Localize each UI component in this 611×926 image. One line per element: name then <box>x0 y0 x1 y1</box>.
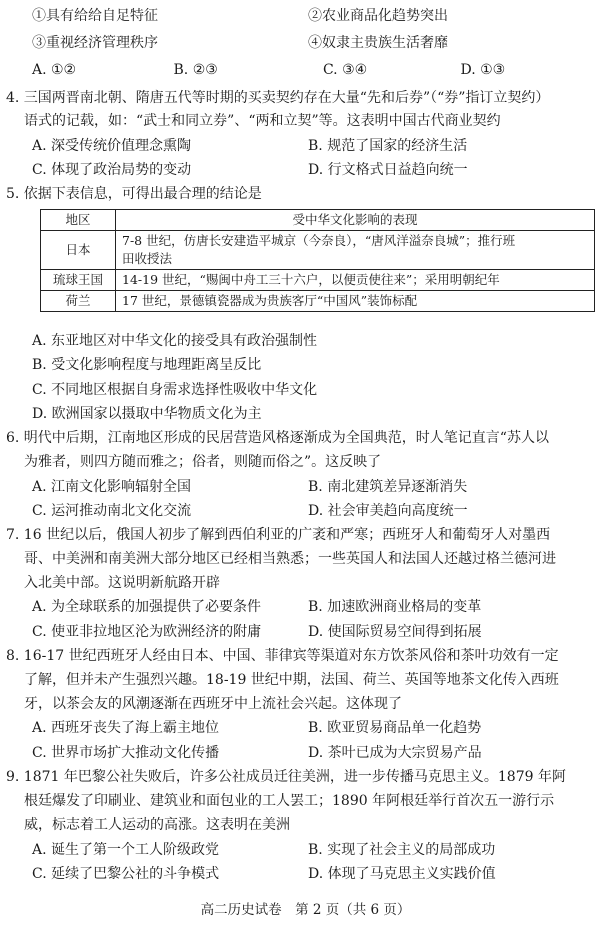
table-cell-region: 荷兰 <box>41 291 116 312</box>
q5-stem: 5. 依据下表信息，可得出最合理的结论是 <box>6 186 262 202</box>
table-row <box>41 291 595 312</box>
q4-stem-line2: 语式的记载，如：“武士和同立券”、“两和立契”等。这表明中国古代商业契约 <box>24 113 501 129</box>
q7-stem-line3: 入北美中部。这说明新航路开辟 <box>24 575 220 591</box>
table-cell-text <box>116 231 595 270</box>
q5-table <box>40 209 595 312</box>
q8-choice-c: C. 世界市场扩大推动文化传播 <box>32 745 220 761</box>
q7-stem-line2: 哥、中美洲和南美洲大部分地区已经相当熟悉；一些英国人和法国人还越过格兰德河进 <box>24 551 556 567</box>
q3-choice-a: A. ①② <box>32 62 77 78</box>
q7-stem-line1: 7. 16 世纪以后，俄国人初步了解到西伯利亚的广袤和严寒；西班牙人和葡萄牙人对墨西 <box>6 527 551 543</box>
table-header-influence: 受中华文化影响的表现 <box>116 210 595 231</box>
q7-choice-d: D. 使国际贸易空间得到拓展 <box>308 624 482 640</box>
q6-stem-line2: 为雅者，则四方随而雅之；俗者，则随而俗之”。这反映了 <box>24 454 382 470</box>
table-cell-line: 7-8 世纪，仿唐长安建造平城京（今奈良），“唐风洋溢奈良城”；推行班 <box>122 233 516 248</box>
q8-choice-a: A. 西班牙丧失了海上霸主地位 <box>32 720 220 736</box>
q3-choice-c: C. ③④ <box>322 62 368 78</box>
q4-choice-a: A. 深受传统价值理念熏陶 <box>32 138 192 154</box>
q9-choice-d: D. 体现了马克思主义实践价值 <box>308 866 496 882</box>
table-cell-text: 17 世纪，景德镇瓷器成为贵族客厅“中国风”装饰标配 <box>116 291 595 312</box>
q9-choice-a: A. 诞生了第一个工人阶级政党 <box>32 842 220 858</box>
q9-stem-line3: 威，标志着工人运动的高涨。这表明在美洲 <box>24 817 290 833</box>
q9-stem-line1: 9. 1871 年巴黎公社失败后，许多公社成员迁往美洲，进一步传播马克思主义。1879 年阿 <box>6 769 566 785</box>
q5-choice-c: C. 不同地区根据自身需求选择性吸收中华文化 <box>32 382 318 398</box>
q4-stem-line1: 4. 三国两晋南北朝、隋唐五代等时期的买卖契约存在大量“先和后券”（“券”指订立契约） <box>6 90 550 106</box>
q7-choice-a: A. 为全球联系的加强提供了必要条件 <box>32 599 262 615</box>
q3-item-1: ①具有给给自足特征 <box>32 8 158 24</box>
q9-choice-c: C. 延续了巴黎公社的斗争模式 <box>32 866 220 882</box>
table-header-region: 地区 <box>41 210 116 231</box>
q8-stem-line3: 牙，以茶会友的风潮逐渐在西班牙中上流社会兴起。这体现了 <box>24 696 402 712</box>
q8-stem-line2: 了解，但并未产生强烈兴趣。18-19 世纪中期，法国、荷兰、英国等地茶文化传入西班 <box>24 672 559 688</box>
q7-choice-c: C. 使亚非拉地区沦为欧洲经济的附庸 <box>32 624 262 640</box>
q8-choice-b: B. 欧亚贸易商品单一化趋势 <box>308 720 482 736</box>
q6-stem-line1: 6. 明代中后期，江南地区形成的民居营造风格逐渐成为全国典范，时人笔记直言“苏人以 <box>6 430 549 446</box>
q3-choice-d: D. ①③ <box>460 62 506 78</box>
q5-choice-d: D. 欧洲国家以摄取中华物质文化为主 <box>32 406 262 422</box>
q4-choice-c: C. 体现了政治局势的变动 <box>32 162 192 178</box>
q6-choice-b: B. 南北建筑差异逐渐消失 <box>308 479 468 495</box>
table-cell-line: 田收授法 <box>122 251 173 266</box>
q5-choice-b: B. 受文化影响程度与地理距离呈反比 <box>32 357 262 373</box>
table-cell-text: 14-19 世纪，“赐闽中舟工三十六户，以便贡使往来”；采用明朝纪年 <box>116 270 595 291</box>
table-header-row <box>41 210 595 231</box>
q9-choice-b: B. 实现了社会主义的局部成功 <box>308 842 496 858</box>
q4-choice-d: D. 行文格式日益趋向统一 <box>308 162 468 178</box>
q6-choice-a: A. 江南文化影响辐射全国 <box>32 479 192 495</box>
table-row <box>41 270 595 291</box>
table-cell-region: 琉球王国 <box>41 270 116 291</box>
q3-item-2: ②农业商品化趋势突出 <box>308 8 448 24</box>
q3-item-4: ④奴隶主贵族生活奢靡 <box>308 35 448 51</box>
q4-choice-b: B. 规范了国家的经济生活 <box>308 138 468 154</box>
q3-item-3: ③重视经济管理秩序 <box>32 35 158 51</box>
table-row <box>41 231 595 270</box>
q7-choice-b: B. 加速欧洲商业格局的变革 <box>308 599 482 615</box>
q6-choice-c: C. 运河推动南北文化交流 <box>32 503 192 519</box>
page-footer: 高二历史试卷 第 2 页（共 6 页） <box>200 902 411 918</box>
q3-choice-b: B. ②③ <box>173 62 218 78</box>
q8-stem-line1: 8. 16-17 世纪西班牙人经由日本、中国、菲律宾等渠道对东方饮茶风俗和茶叶功效有一定 <box>6 648 559 664</box>
q8-choice-d: D. 茶叶已成为大宗贸易产品 <box>308 745 482 761</box>
q5-choice-a: A. 东亚地区对中华文化的接受具有政治强制性 <box>32 333 318 349</box>
q6-choice-d: D. 社会审美趋向高度统一 <box>308 503 468 519</box>
q9-stem-line2: 根廷爆发了印刷业、建筑业和面包业的工人罢工；1890 年阿根廷举行首次五一游行示 <box>24 793 555 809</box>
table-cell-region: 日本 <box>41 231 116 270</box>
